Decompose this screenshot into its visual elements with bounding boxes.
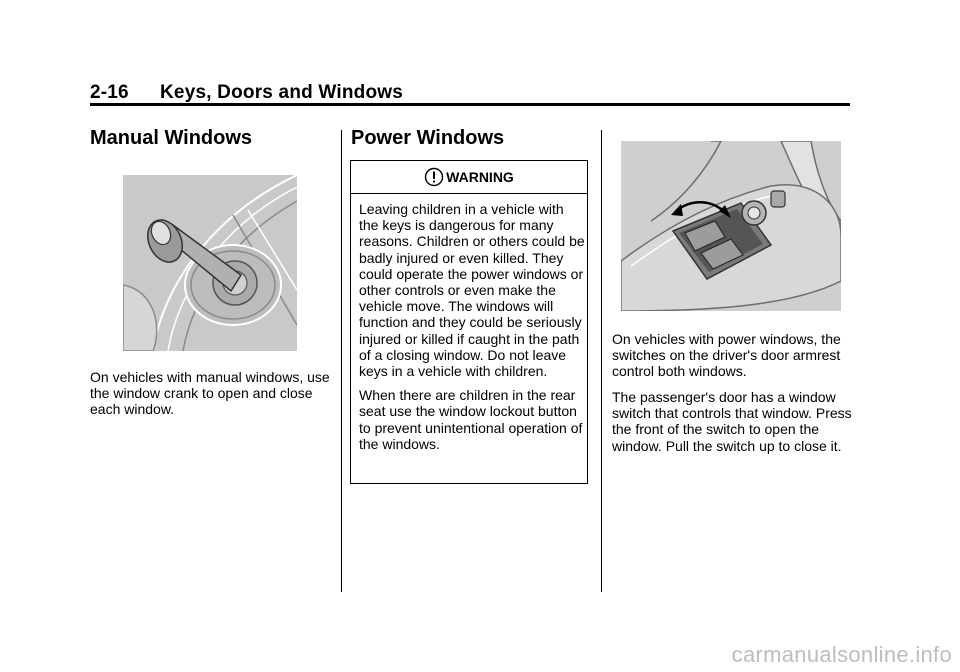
warning-icon — [424, 167, 444, 187]
warning-paragraph: When there are children in the rear seat use the window lockout button to prevent unintentional operation of the windows. — [359, 387, 583, 452]
column-divider — [341, 130, 342, 592]
passenger-switch-text: The passenger's door has a window switch that controls that window. Press the front of the switch to open the window. Pull the switch up to close it. — [612, 389, 852, 454]
manual-windows-text: On vehicles with manual windows, use the window crank to open and close each window. — [90, 369, 330, 418]
column-divider — [601, 130, 602, 592]
watermark: carmanualsonline.info — [731, 642, 952, 667]
power-windows-text: On vehicles with power windows, the switches on the driver's door armrest control both windows. — [612, 331, 841, 380]
warning-paragraph: Leaving children in a vehicle with the keys is dangerous for many reasons. Children or others could be badly injured or even killed. They could operate the power windows or other controls or even make the vehicle move. The windows will function and they could be seriously injured or killed if caught in the path of a closing window. Do not leave keys in a vehicle with children. — [359, 201, 585, 380]
power-windows-heading: Power Windows — [351, 127, 505, 149]
page-number: 2-16 — [90, 82, 129, 103]
section-title: Keys, Doors and Windows — [160, 82, 404, 103]
warning-body — [351, 194, 587, 452]
page-header — [90, 82, 850, 104]
warning-box — [350, 160, 588, 484]
power-window-switch-illustration — [621, 141, 841, 311]
header-rule — [90, 103, 850, 106]
window-crank-illustration — [123, 175, 297, 351]
warning-header — [351, 161, 587, 194]
warning-label: WARNING — [446, 169, 514, 185]
manual-windows-heading: Manual Windows — [90, 127, 253, 149]
